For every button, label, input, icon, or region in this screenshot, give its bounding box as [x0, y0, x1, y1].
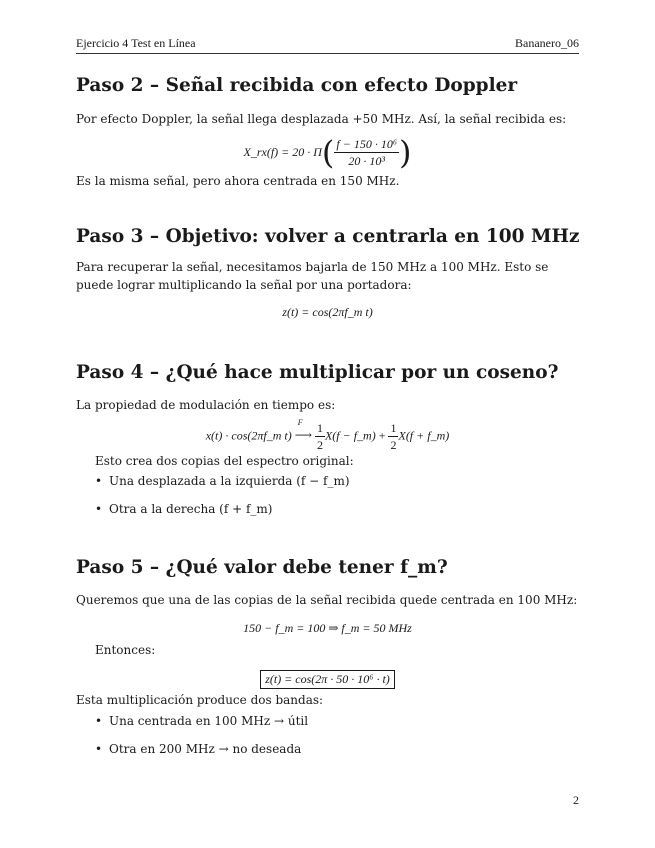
paso-5-equation: 150 − f_m = 100 ⇒ f_m = 50 MHz: [243, 621, 412, 635]
paso-4-intro: La propiedad de modulación en tiempo es:: [76, 398, 336, 412]
eq-lhs: X_rx(f) = 20 · Π: [243, 145, 322, 159]
paso-3-equation: z(t) = cos(2πf_m t): [282, 305, 373, 319]
section-title-paso-2: Paso 2 – Señal recibida con efecto Doppler: [76, 75, 518, 96]
right-paren: ): [399, 133, 412, 172]
list-item: • Otra a la derecha (f + f_m): [95, 500, 350, 518]
fraction-numerator: f − 150 · 10⁶: [336, 137, 398, 151]
paso-2-after: Es la misma señal, pero ahora centrada en 150 MHz.: [76, 174, 400, 188]
boxed-equation-wrap: [76, 670, 579, 689]
fourier-label: F: [297, 418, 303, 428]
eq4-plus: +: [378, 428, 386, 443]
paso-5-then: Entonces:: [95, 643, 156, 657]
eq4-term1: X(f − f_m): [324, 428, 376, 443]
fourier-arrow: F ⟶: [294, 418, 312, 443]
paso-2-intro: Por efecto Doppler, la señal llega desplazada +50 MHz. Así, la señal recibida es:: [76, 112, 567, 126]
header-left: Ejercicio 4 Test en Línea: [76, 36, 196, 50]
page-number: 2: [573, 793, 579, 807]
section-title-paso-5: Paso 5 – ¿Qué valor debe tener f_m?: [76, 557, 448, 578]
half-fraction-1: $\frac{1}{2}$: [316, 421, 323, 452]
fraction: [334, 136, 399, 169]
boxed-equation: z(t) = cos(2π · 50 · 10⁶ · t): [260, 670, 395, 689]
list-item: • Una centrada en 100 MHz → útil: [95, 712, 308, 730]
paso-4-bullets: [95, 472, 350, 528]
list-item: • Una desplazada a la izquierda (f − f_m): [95, 472, 350, 490]
paso-3-intro: Para recuperar la señal, necesitamos bajarla de 150 MHz a 100 MHz. Esto se puede lograr multiplicando la señal por una portadora:: [76, 260, 549, 292]
page-header: [76, 36, 579, 54]
eq4-lhs: x(t) · cos(2πf_m t): [205, 428, 292, 443]
section-title-paso-4: Paso 4 – ¿Qué hace multiplicar por un coseno?: [76, 362, 559, 383]
left-paren: (: [321, 133, 335, 172]
paso-4-after: Esto crea dos copias del espectro original:: [95, 454, 354, 468]
fraction-denominator: 20 · 10³: [348, 154, 386, 168]
header-rule: [76, 53, 579, 54]
half-fraction-2: $\frac{1}{2}$: [390, 421, 397, 452]
list-item: • Otra en 200 MHz → no deseada: [95, 740, 308, 758]
paso-4-equation: [76, 420, 579, 453]
header-right: Bananero_06: [515, 36, 579, 50]
paso-2-equation: [76, 133, 579, 172]
eq4-term2: X(f + f_m): [398, 428, 450, 443]
paso-5-intro: Queremos que una de las copias de la señal recibida quede centrada en 100 MHz:: [76, 593, 578, 607]
paso-5-bullets: [95, 712, 308, 768]
section-title-paso-3: Paso 3 – Objetivo: volver a centrarla en 100 MHz: [76, 226, 580, 247]
paso-5-after: Esta multiplicación produce dos bandas:: [76, 693, 324, 707]
